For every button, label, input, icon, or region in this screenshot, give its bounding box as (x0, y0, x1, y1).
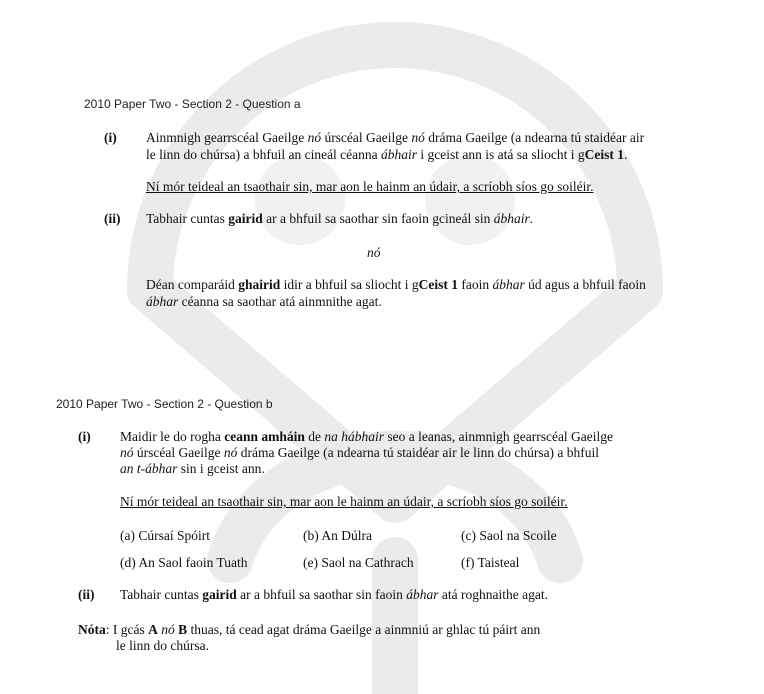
section-a-i-line1: Ainmnigh gearrscéal Gaeilge nó úrscéal Gaeilge nó dráma Gaeilge (a ndearna tú staidéar air (146, 130, 645, 145)
option-c: (c) Saol na Scoile (461, 528, 557, 543)
option-e: (e) Saol na Cathrach (303, 555, 414, 570)
section-a-ii-line3: ábhar céanna sa saothar atá ainmnithe agat. (146, 294, 382, 309)
nota-line2: le linn do chúrsa. (116, 638, 209, 653)
section-b-heading: 2010 Paper Two - Section 2 - Question b (56, 397, 273, 411)
section-b-i-note: Ní mór teideal an tsaothair sin, mar aon le hainm an údair, a scríobh síos go soiléir. (120, 494, 568, 509)
section-b-ii-label: (ii) (78, 587, 95, 602)
section-a-i-line2: le linn do chúrsa) a bhfuil an cineál céanna ábhair i gceist ann is atá sa sliocht i gCeist 1. (146, 147, 628, 162)
section-a-i-label: (i) (104, 130, 117, 145)
section-a-i-note: Ní mór teideal an tsaothair sin, mar aon le hainm an údair, a scríobh síos go soiléir. (146, 179, 594, 194)
section-a-ii-line1: Tabhair cuntas gairid ar a bhfuil sa saothar sin faoin gcineál sin ábhair. (146, 211, 534, 226)
section-a-or: nó (367, 245, 381, 260)
section-b-i-line2: nó úrscéal Gaeilge nó dráma Gaeilge (a ndearna tú staidéar air le linn do chúrsa) a bhfuil (120, 445, 600, 460)
nota-line1: Nóta: I gcás A nó B thuas, tá cead agat dráma Gaeilge a ainmniú ar ghlac tú páirt ann (78, 622, 541, 637)
section-b-ii-line1: Tabhair cuntas gairid ar a bhfuil sa saothar sin faoin ábhar atá roghnaithe agat. (120, 587, 548, 602)
section-b-i-line1: Maidir le do rogha ceann amháin de na hábhair seo a leanas, ainmnigh gearrscéal Gaeilge (120, 429, 614, 444)
option-a: (a) Cúrsaí Spóirt (120, 528, 210, 543)
option-b: (b) An Dúlra (303, 528, 372, 543)
option-d: (d) An Saol faoin Tuath (120, 555, 248, 570)
option-f: (f) Taisteal (461, 555, 520, 570)
section-a-ii-label: (ii) (104, 211, 121, 226)
section-a-heading: 2010 Paper Two - Section 2 - Question a (84, 97, 301, 111)
section-a-ii-line2: Déan comparáid ghairid idir a bhfuil sa sliocht i gCeist 1 faoin ábhar úd agus a bhfuil faoin (146, 277, 646, 292)
section-b-i-label: (i) (78, 429, 91, 444)
section-b-i-line3: an t-ábhar sin i gceist ann. (120, 461, 265, 476)
